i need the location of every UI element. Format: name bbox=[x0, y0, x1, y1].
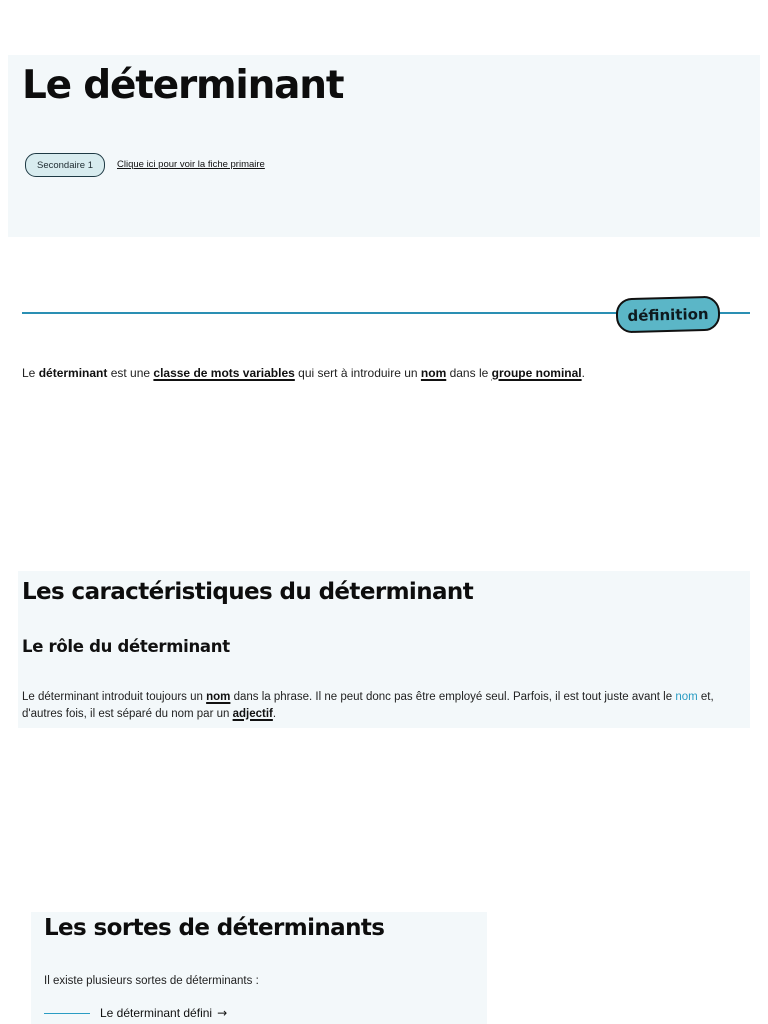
definition-text-part: qui sert à introduire un bbox=[294, 366, 421, 380]
definition-term: déterminant bbox=[38, 366, 108, 380]
link-nom-inline[interactable]: nom bbox=[675, 690, 698, 703]
paragraph-text-part: . bbox=[272, 707, 277, 720]
list-dash bbox=[44, 1013, 90, 1014]
role-subtitle: Le rôle du déterminant bbox=[22, 637, 230, 656]
characteristics-section bbox=[18, 571, 750, 728]
link-groupe-nominal[interactable]: groupe nominal bbox=[491, 366, 582, 380]
definition-text-part: est une bbox=[107, 366, 154, 380]
paragraph-text-part: Le déterminant introduit toujours un bbox=[22, 690, 207, 703]
definition-text-part: Le bbox=[22, 366, 39, 380]
primary-sheet-link[interactable]: Clique ici pour voir la fiche primaire bbox=[117, 159, 265, 170]
paragraph-text-part: dans la phrase. Il ne peut donc pas être employé seul. Parfois, il est tout juste avant le bbox=[230, 690, 676, 703]
level-tag-button[interactable]: Secondaire 1 bbox=[25, 153, 105, 177]
paragraph-text-part: et, d'autres fois, il est séparé du nom par un bbox=[22, 690, 714, 720]
types-title: Les sortes de déterminants bbox=[44, 915, 385, 941]
link-nom[interactable]: nom bbox=[206, 690, 231, 703]
link-classe-de-mots-variables[interactable]: classe de mots variables bbox=[153, 366, 295, 380]
types-intro: Il existe plusieurs sortes de déterminants : bbox=[44, 975, 259, 987]
link-adjectif[interactable]: adjectif bbox=[232, 707, 273, 720]
definition-text-part: dans le bbox=[446, 366, 492, 380]
type-item-defini[interactable] bbox=[44, 1006, 227, 1020]
arrow-right-icon: → bbox=[217, 1006, 228, 1020]
definition-badge: définition bbox=[616, 296, 721, 334]
page-title: Le déterminant bbox=[22, 63, 344, 108]
type-item-label: Le déterminant défini bbox=[100, 1006, 213, 1020]
link-nom[interactable]: nom bbox=[420, 366, 447, 380]
definition-text-part: . bbox=[581, 366, 585, 380]
types-section bbox=[31, 912, 487, 1024]
role-paragraph bbox=[22, 689, 742, 723]
page-header bbox=[8, 55, 760, 237]
definition-text bbox=[22, 365, 752, 381]
characteristics-title: Les caractéristiques du déterminant bbox=[22, 579, 474, 605]
